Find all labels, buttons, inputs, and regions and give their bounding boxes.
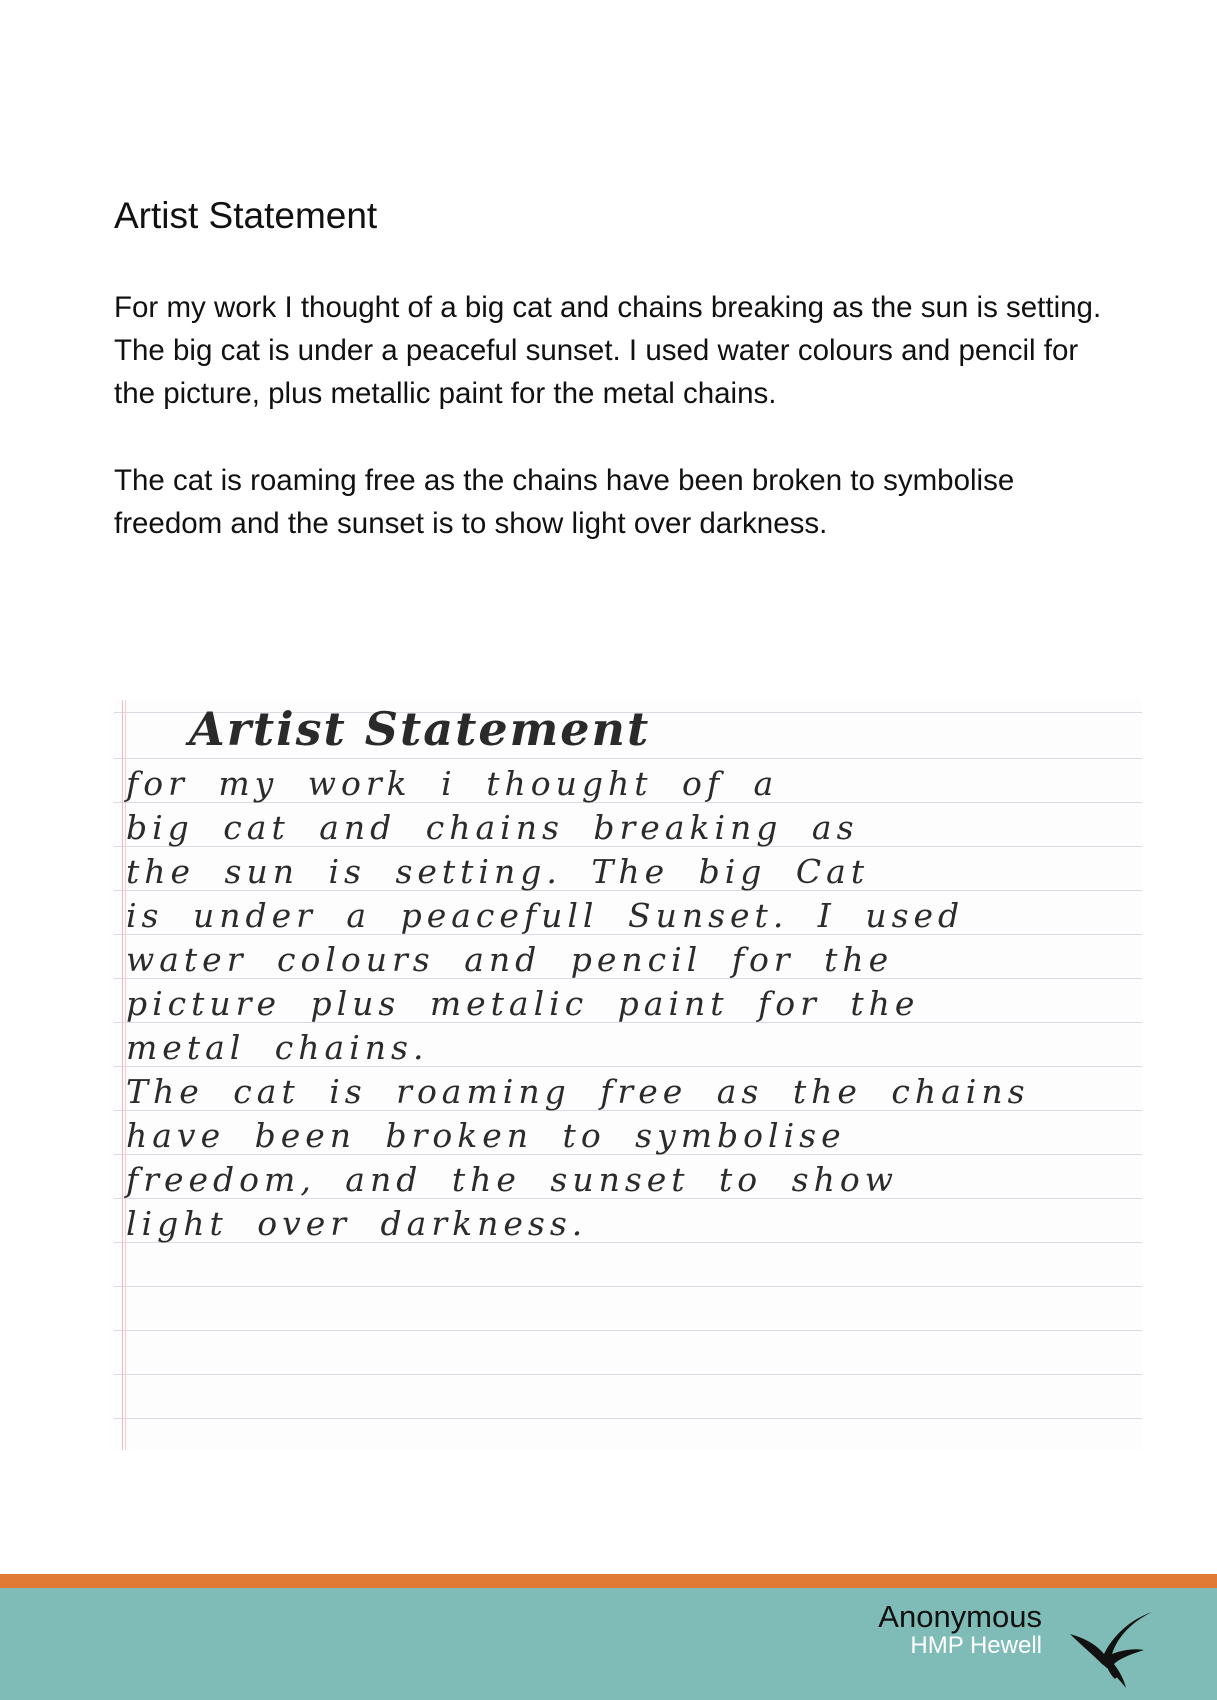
statement-paragraph-1: For my work I thought of a big cat and chains breaking as the sun is setting. The big cat is under a peaceful sunset. I used water colours and pencil for the picture, plus metallic paint for the metal chains. [114, 291, 1102, 410]
handwritten-text [126, 762, 1136, 1246]
handwritten-line: freedom, and the sunset to show [126, 1160, 898, 1199]
paper-margin-line [122, 700, 123, 1450]
bird-icon [1062, 1592, 1162, 1692]
handwritten-line: water colours and pencil for the [126, 940, 894, 979]
footer-band [0, 1588, 1217, 1700]
handwritten-line: big cat and chains breaking as [126, 808, 859, 847]
handwritten-title: Artist Statement [189, 702, 651, 756]
handwritten-line: have been broken to symbolise [126, 1116, 846, 1155]
handwritten-line: the sun is setting. The big Cat [126, 852, 870, 891]
footer-accent-stripe [0, 1574, 1217, 1588]
handwritten-statement-image [114, 700, 1142, 1450]
handwritten-line: for my work i thought of a [126, 764, 779, 803]
author-name: Anonymous [878, 1599, 1042, 1634]
handwritten-line: is under a peacefull Sunset. I used [126, 896, 965, 935]
page-title: Artist Statement [114, 195, 378, 236]
handwritten-line: metal chains. [126, 1028, 429, 1067]
statement-paragraph-2: The cat is roaming free as the chains have been broken to symbolise freedom and the sunset is to show light over darkness. [114, 464, 1015, 540]
handwritten-line: picture plus metalic paint for the [126, 984, 920, 1023]
handwritten-line: light over darkness. [126, 1204, 588, 1243]
handwritten-line: The cat is roaming free as the chains [126, 1072, 1030, 1111]
organisation-name: HMP Hewell [910, 1632, 1042, 1659]
